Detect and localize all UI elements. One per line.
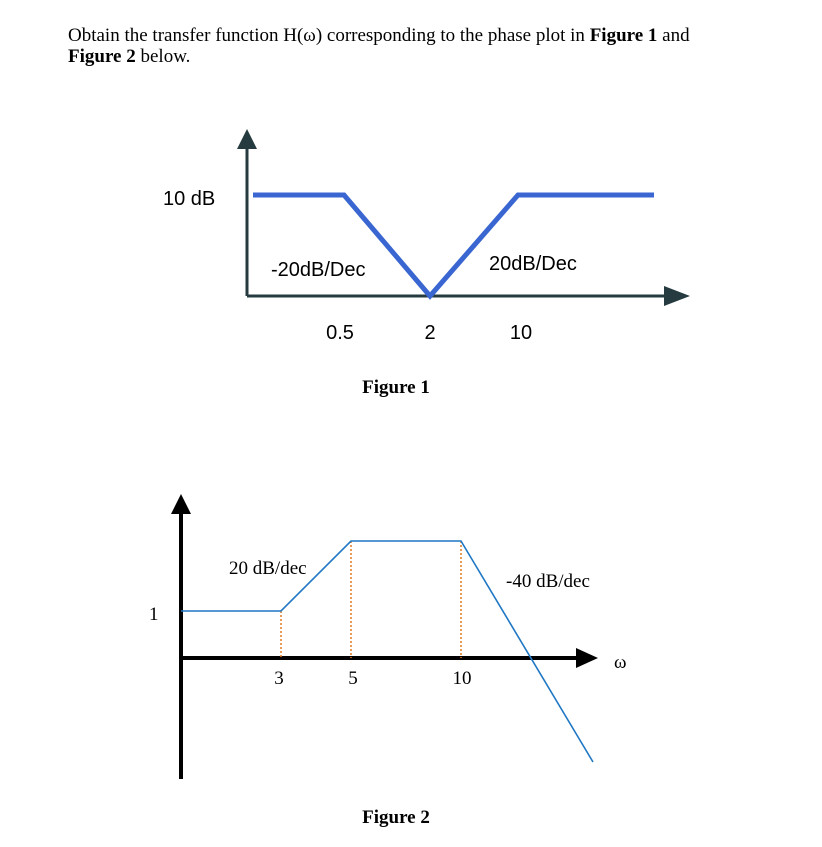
fig2-x-arrow-icon — [576, 648, 598, 668]
fig1-y-label: 10 dB — [163, 188, 216, 210]
fig2-tick-label: 10 — [452, 668, 472, 689]
fig1-slope-left: -20dB/Dec — [271, 259, 366, 281]
fig1-tick-label: 10 — [509, 322, 533, 344]
fig1-y-arrow-icon — [237, 129, 257, 149]
fig1-slope-right: 20dB/Dec — [489, 253, 577, 275]
figure1-reference: Figure 1 — [589, 25, 658, 46]
fig2-x-label: ω — [614, 652, 627, 673]
fig2-slope-1: 20 dB/dec — [229, 558, 307, 579]
fig2-caption: Figure 2 — [362, 807, 430, 828]
fig1-tick-label: 0.5 — [326, 322, 354, 344]
figure2 — [149, 494, 627, 828]
fig2-y-label: 1 — [149, 604, 159, 625]
question-part1: Obtain the transfer function H(ω) corresponding to the phase plot in — [68, 25, 590, 46]
fig2-slope-2: -40 dB/dec — [506, 571, 590, 592]
fig1-x-arrow-icon — [664, 286, 690, 306]
fig2-y-arrow-icon — [171, 494, 191, 514]
figure2-reference: Figure 2 — [68, 46, 136, 67]
fig2-tick-label: 5 — [348, 668, 358, 689]
figure1 — [163, 129, 690, 398]
question-part2: below. — [135, 46, 191, 67]
fig1-caption: Figure 1 — [362, 377, 430, 398]
fig2-tick-label: 3 — [274, 668, 284, 689]
question-and: and — [657, 25, 690, 46]
fig1-tick-label: 2 — [424, 322, 436, 344]
